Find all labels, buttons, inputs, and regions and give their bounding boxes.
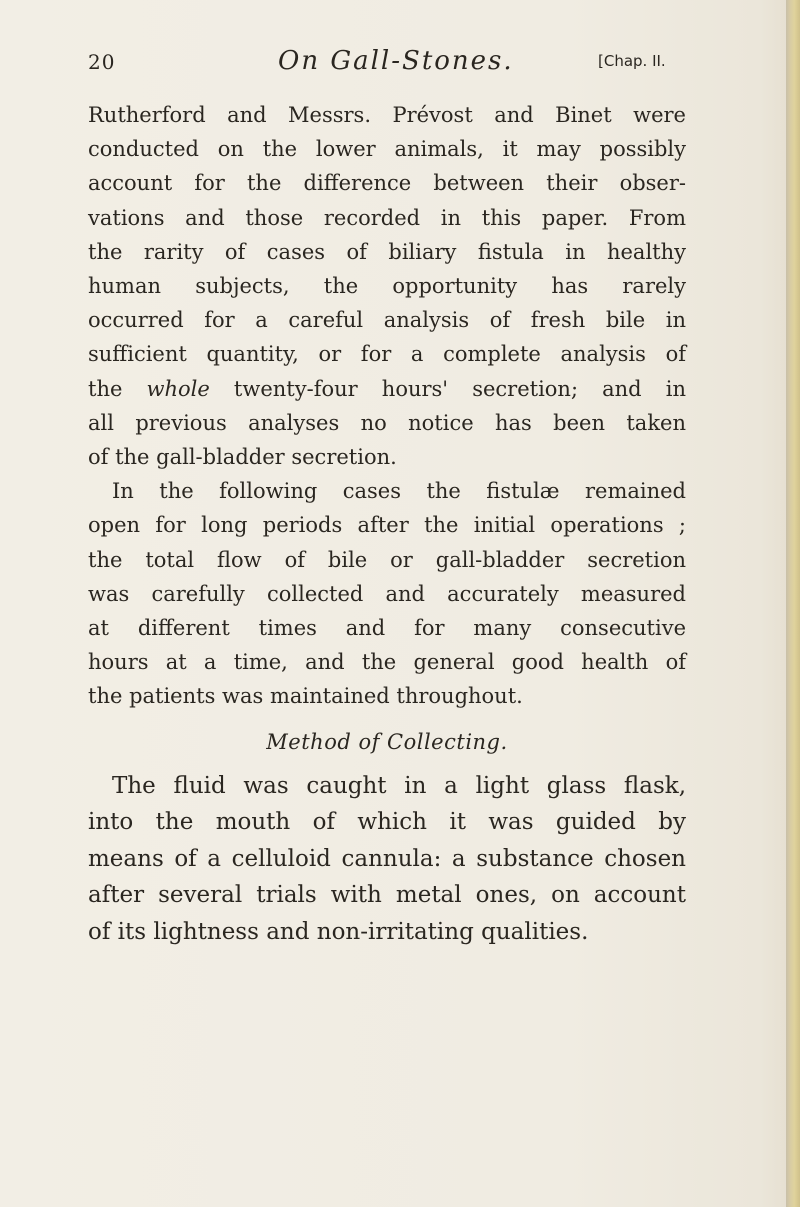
text-line: of the gall-bladder secretion.: [88, 445, 397, 470]
text-line: the total flow of bile or gall-bladder secretion: [88, 547, 686, 572]
text-line: all previous analyses no notice has been taken: [88, 410, 686, 435]
section-heading: Method of Collecting.: [266, 729, 508, 754]
text-line: vations and those recorded in this paper. From: [88, 205, 686, 230]
text-line: account for the difference between their obser-: [88, 171, 686, 196]
body-text: [88, 98, 686, 950]
text-line: hours at a time, and the general good health of: [88, 650, 686, 675]
text-line: sufficient quantity, or for a complete analysis of: [88, 342, 686, 367]
paragraph-2: [88, 474, 686, 713]
text-line: after several trials with metal ones, on account: [88, 882, 686, 909]
text-fragment: the: [88, 376, 147, 401]
italic-word: whole: [146, 376, 210, 401]
text-line: occurred for a careful analysis of fresh bile in: [88, 308, 686, 333]
text-line: the rarity of cases of biliary fistula in healthy: [88, 239, 686, 264]
text-line: The fluid was caught in a light glass flask,: [112, 772, 686, 799]
text-line: Rutherford and Messrs. Prévost and Binet were: [88, 103, 686, 127]
text-line: into the mouth of which it was guided by: [88, 809, 686, 836]
running-title: On Gall-Stones.: [278, 46, 514, 76]
paragraph-3: [88, 768, 686, 951]
text-fragment: twenty-four hours' secretion; and in: [209, 376, 686, 401]
text-line-with-italic: [88, 372, 686, 406]
page-edge: [786, 0, 800, 1207]
text-line: open for long periods after the initial operations ;: [88, 513, 686, 538]
text-line: of its lightness and non-irritating qualities.: [88, 918, 589, 945]
text-line: human subjects, the opportunity has rarely: [88, 274, 686, 299]
chapter-reference: [Chap. II.: [598, 52, 666, 70]
running-header: [88, 46, 688, 86]
text-line: was carefully collected and accurately measured: [88, 581, 686, 606]
text-line: means of a celluloid cannula: a substance chosen: [88, 845, 686, 872]
page-number: 20: [88, 50, 116, 74]
text-line: the patients was maintained throughout.: [88, 684, 523, 709]
text-line: conducted on the lower animals, it may possibly: [88, 137, 686, 162]
text-line: In the following cases the fistulæ remained: [112, 479, 686, 504]
text-line: at different times and for many consecutive: [88, 616, 686, 641]
paragraph-1: [88, 98, 686, 474]
